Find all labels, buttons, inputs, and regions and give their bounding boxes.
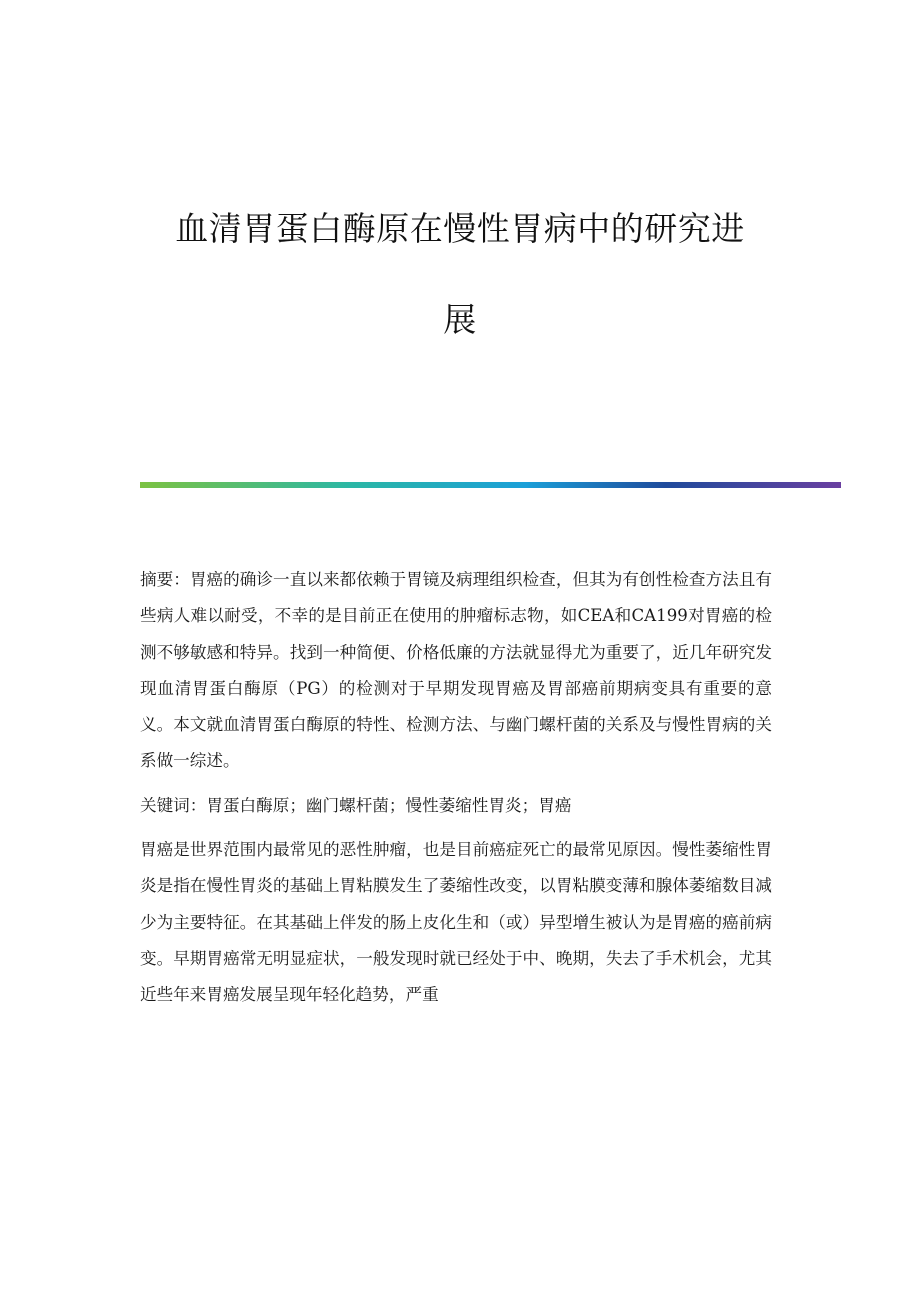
document-title xyxy=(130,209,790,339)
abstract-paragraph: 摘要：胃癌的确诊一直以来都依赖于胃镜及病理组织检查，但其为有创性检查方法且有些病人难以耐受，不幸的是目前正在使用的肿瘤标志物，如CEA和CA199对胃癌的检测不够敏感和特异。找到一种简便、价格低廉的方法就显得尤为重要了，近几年研究发现血清胃蛋白酶原（PG）的检测对于早期发现胃癌及胃部癌前期病变具有重要的意义。本文就血清胃蛋白酶原的特性、检测方法、与幽门螺杆菌的关系及与慢性胃病的关系做一综述。 xyxy=(140,570,772,771)
gradient-divider xyxy=(140,482,841,488)
title-line-1: 血清胃蛋白酶原在慢性胃病中的研究进 xyxy=(175,209,745,248)
document-body xyxy=(140,562,772,1014)
keywords-paragraph: 关键词：胃蛋白酶原；幽门螺杆菌；慢性萎缩性胃炎；胃癌 xyxy=(140,795,572,815)
body-paragraph: 胃癌是世界范围内最常见的恶性肿瘤，也是目前癌症死亡的最常见原因。慢性萎缩性胃炎是指在慢性胃炎的基础上胃粘膜发生了萎缩性改变，以胃粘膜变薄和腺体萎缩数目减少为主要特征。在其基础上伴发的肠上皮化生和（或）异型增生被认为是胃癌的癌前病变。早期胃癌常无明显症状，一般发现时就已经处于中、晚期，失去了手术机会，尤其近些年来胃癌发展呈现年轻化趋势，严重 xyxy=(140,840,772,1005)
title-line-2: 展 xyxy=(443,300,477,339)
